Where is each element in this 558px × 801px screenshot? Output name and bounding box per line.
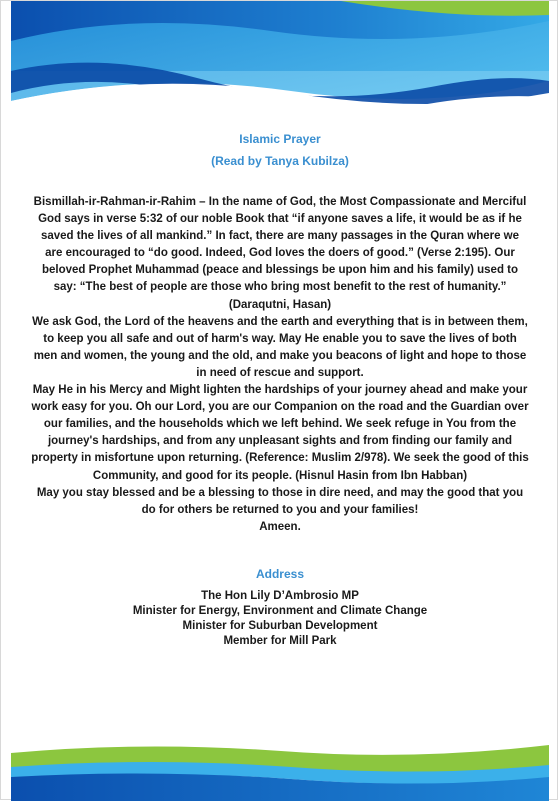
prayer-paragraph: May He in his Mercy and Might lighten the hardships of your journey ahead and make your work easy for you. Oh our Lord, you are our Companion on the road and the Guardian over our families, and the households which we left behind. We seek refuge in You from the journey's hardships, and from any unpleasant sights and from finding our family and property in misfortune upon returning. (Reference: Muslim 2/978). We seek the good of this Community, and good for its people. (Hisnul Hasin from Ibn Habban) xyxy=(31,384,529,482)
address-line: Minister for Energy, Environment and Climate Change xyxy=(132,604,428,617)
address-block xyxy=(31,589,529,649)
document-title: Islamic Prayer xyxy=(239,132,321,146)
footer-banner xyxy=(11,739,549,801)
address-heading: Address xyxy=(255,566,305,581)
prayer-paragraph: May you stay blessed and be a blessing to those in dire need, and may the good that you do for others be returned to you and your families! xyxy=(36,486,524,516)
header-banner xyxy=(11,1,549,121)
address-line: Minister for Suburban Development xyxy=(182,619,378,632)
address-line: Member for Mill Park xyxy=(223,634,337,647)
address-line: The Hon Lily D’Ambrosio MP xyxy=(201,589,359,602)
document-body xyxy=(31,129,529,649)
prayer-paragraph: Ameen. xyxy=(259,520,301,533)
prayer-paragraph: God says in verse 5:32 of our noble Book that “if anyone saves a life, it would be as if he saved the lives of all mankind.” In fact, there are many passages in the Quran where we are encouraged to “do good. Indeed, God loves the doers of good.” (Verse 2:195). Our beloved Prophet Muhammad (peace and blessings be upon him and his family) used to say: “The best of people are those who bring most benefit to the rest of humanity.” (Daraqutni, Hasan) xyxy=(38,213,522,311)
document-subtitle: (Read by Tanya Kubilza) xyxy=(211,154,349,168)
prayer-paragraph: Bismillah-ir-Rahman-ir-Rahim – In the name of God, the Most Compassionate and Merciful xyxy=(33,196,527,208)
prayer-text xyxy=(31,194,529,536)
prayer-paragraph: We ask God, the Lord of the heavens and the earth and everything that is in between them, to keep you all safe and out of harm's way. May He enable you to save the lives of both men and women, the young and the old, and make you beacons of light and hope to those in need of rescue and support. xyxy=(32,315,528,379)
